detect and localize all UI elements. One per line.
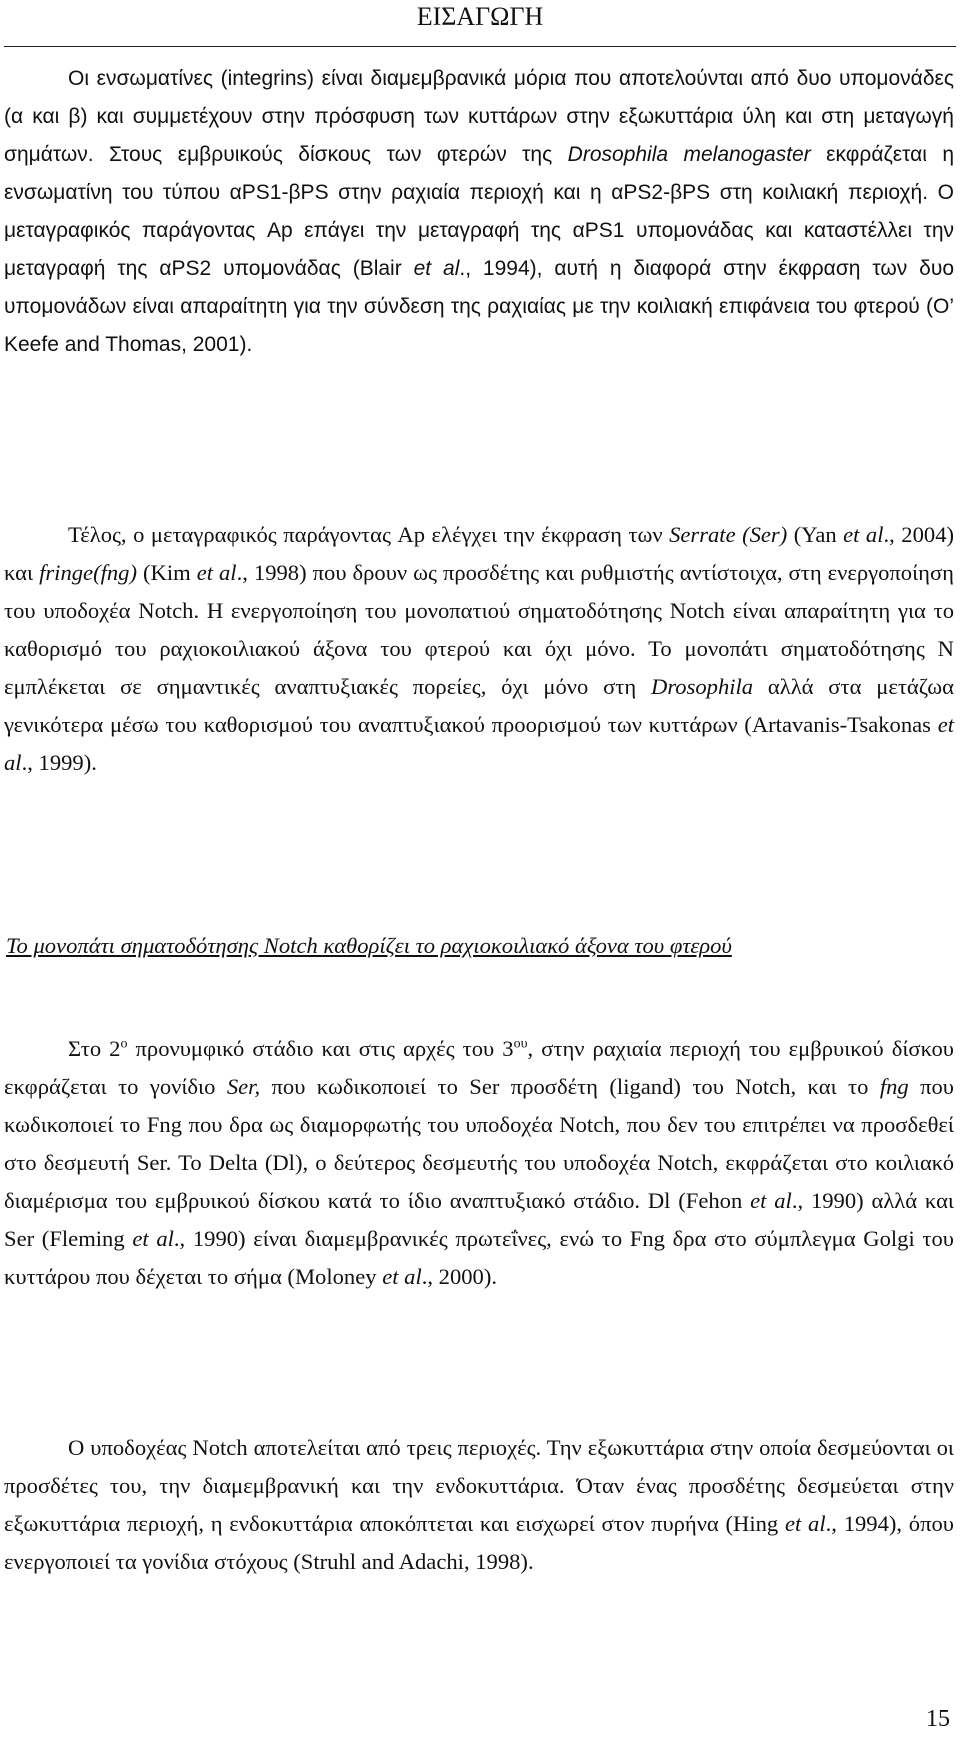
- page-header-title: ΕΙΣΑΓΩΓΗ: [416, 2, 544, 31]
- page-number: 15: [926, 1706, 950, 1732]
- paragraph-ap-control: Τέλος, ο μεταγραφικός παράγοντας Ap ελέγχει την έκφραση των Serrate (Ser) (Yan et al., 2004) και fringe(fng) (Kim et al., 1998) που δρουν ως προσδέτης και ρυθμιστής αντίστοιχα, στη ενεργοποίηση του υποδοχέα Notch. Η ενεργοποίηση του μονοπατιού σηματοδότησης Notch είναι απαραίτητη για το καθορισμό του ραχιοκοιλιακού άξονα του φτερού και όχι μόνο. Το μονοπάτι σηματοδότησης N εμπλέκεται σε σημαντικές αναπτυξιακές πορείες, όχι μόνο στη Drosophila αλλά στα μετάζωα γενικότερα μέσω του καθορισμού του αναπτυξιακού προορισμού των κυττάρων (Artavanis-Tsakonas et al., 1999).: [4, 522, 955, 775]
- paragraph-larval-stage: Στο $2^o$ προνυμφικό στάδιο και στις αρχές του $3^{o\upsilon}$, στην ραχιαία περιοχή του εμβρυικού δίσκου εκφράζεται το γονίδιο Ser, που κωδικοποιεί το Ser προσδέτη (ligand) του Notch, και το fng που κωδικοποιεί το Fng που δρα ως διαμορφωτής του υποδοχέα Notch, που δεν του επιτρέπει να προσδεθεί στο δεσμευτή Ser. To Delta (Dl), ο δεύτερος δεσμευτής του υποδοχέα Notch, εκφράζεται στο κοιλιακό διαμέρισμα του εμβρυικού δίσκου κατά το ίδιο αναπτυξιακό στάδιο. Dl (Fehon et al., 1990) αλλά και Ser (Fleming et al., 1990) είναι διαμεμβρανικές πρωτεΐνες, ενώ το Fng δρα στο σύμπλεγμα Golgi του κυττάρου που δέχεται το σήμα (Moloney et al., 2000).: [4, 1036, 955, 1289]
- paragraph-integrins: Οι ενσωματίνες (integrins) είναι διαμεμβρανικά μόρια που αποτελούνται από δυο υπομονάδες (α και β) και συμμετέχουν στην πρόσφυση των κυττάρων στην εξωκυττάρια ύλη και στη μεταγωγή σημάτων. Στους εμβρυικούς δίσκους των φτερών της Drosophila melanogaster εκφράζεται η ενσωματίνη του τύπου αPS1-βPS στην ραχιαία περιοχή και η αPS2-βPS στη κοιλιακή περιοχή. Ο μεταγραφικός παράγοντας Ap επάγει την μεταγραφή της αPS1 υπομονάδας και καταστέλλει την μεταγραφή της αPS2 υπομονάδας (Blair et al., 1994), αυτή η διαφορά στην έκφραση των δυο υπομονάδων είναι απαραίτητη για την σύνδεση της ραχιαίας με την κοιλιακή επιφάνεια του φτερού (O’ Keefe and Thomas, 2001).: [4, 67, 954, 356]
- section-subheading: Το μονοπάτι σηματοδότησης Notch καθορίζει το ραχιοκοιλιακό άξονα του φτερού: [6, 933, 732, 958]
- header-divider: [4, 46, 956, 47]
- paragraph-notch-receptor: Ο υποδοχέας Notch αποτελείται από τρεις περιοχές. Την εξωκυττάρια στην οποία δεσμεύονται οι προσδέτες του, την διαμεμβρανική και την ενδοκυττάρια. Όταν ένας προσδέτης δεσμεύεται στην εξωκυττάρια περιοχή, η ενδοκυττάρια αποκόπτεται και εισχωρεί στον πυρήνα (Hing et al., 1994), όπου ενεργοποιεί τα γονίδια στόχους (Struhl and Adachi, 1998).: [4, 1435, 954, 1574]
